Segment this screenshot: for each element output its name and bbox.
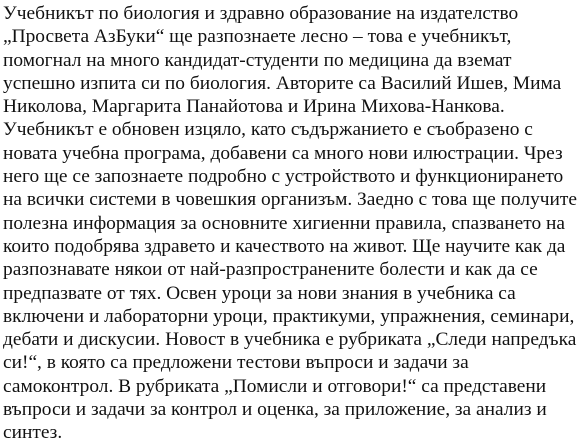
text-line: дебати и дискусии. Новост в учебника е рубриката „Следи напредъка [3,329,577,351]
text-line: на всички системи в човешкия организъм. Заедно с това ще получите [3,189,578,211]
text-line: предпазвате от тях. Освен уроци за нови знания в учебника са [3,282,516,304]
text-line: полезна информация за основните хигиенни правила, спазването на [3,212,565,234]
text-line: Николова, Маргарита Панайотова и Ирина Михова-Нанкова. [3,96,505,118]
text-line: успешно изпита си по биология. Авторите са Василий Ишев, Мима [3,72,562,94]
description-paragraph [3,2,577,445]
text-line: въпроси и задачи за контрол и оценка, за приложение, за анализ и [3,399,547,421]
text-line: „Просвета АзБуки“ ще разпознаете лесно – това е учебникът, [3,26,512,48]
text-line: самоконтрол. В рубриката „Помисли и отговори!“ са представени [3,375,547,397]
text-line: Учебникът е обновен изцяло, като съдържанието е съобразено с [3,119,533,141]
text-line: които подобрява здравето и качеството на живот. Ще научите как да [3,235,566,257]
text-line: си!“, в която са предложени тестови въпроси и задачи за [3,352,469,374]
text-line: Учебникът по биология и здравно образование на издателство [3,3,519,24]
text-line: включени и лабораторни уроци, практикуми, упражнения, семинари, [3,305,575,327]
text-line: новата учебна програма, добавени са много нови илюстрации. Чрез [3,142,563,164]
text-line: него ще се запознаете подробно с устройството и функционирането [3,166,564,188]
text-line: помогнал на много кандидат-студенти по медицина да вземат [3,49,512,71]
text-line: разпознавате някои от най-разпространените болести и как да се [3,259,538,281]
text-line: синтез. [3,422,63,444]
